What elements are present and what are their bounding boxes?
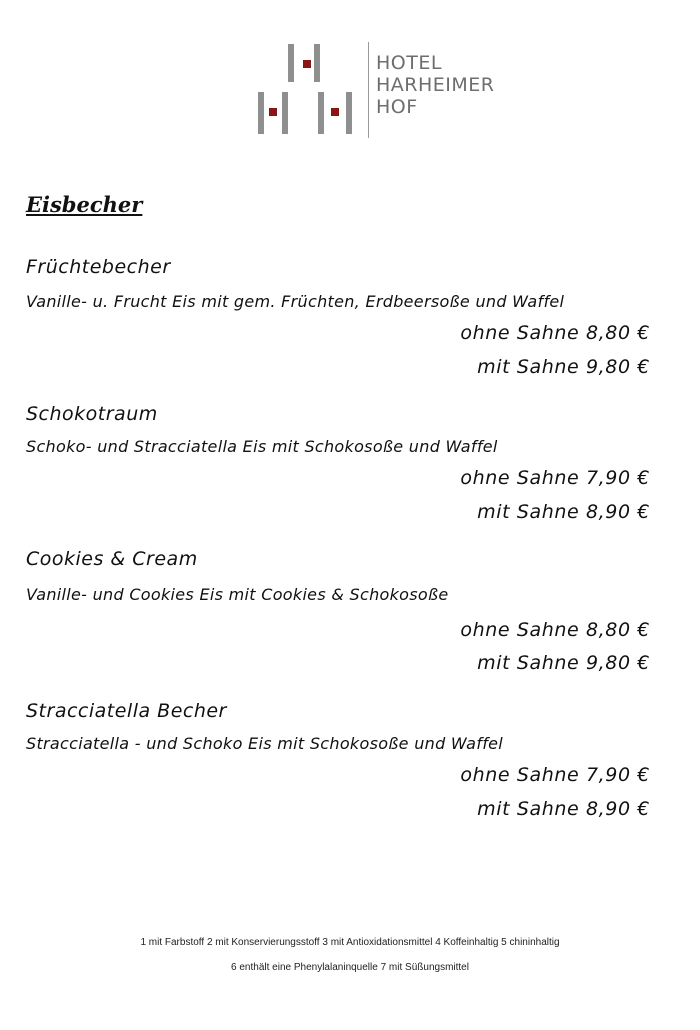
- price-with-cream: mit Sahne 8,90 €: [477, 798, 650, 820]
- logo-line-hof: HOF: [376, 96, 418, 118]
- logo-divider: [368, 42, 369, 138]
- price-without-cream: ohne Sahne 8,80 €: [460, 619, 650, 641]
- price-without-cream: ohne Sahne 8,80 €: [460, 322, 650, 344]
- logo-wordmark: [376, 52, 494, 118]
- menu-item-description: Vanille- und Cookies Eis mit Cookies & Schokosoße: [26, 585, 449, 604]
- price-with-cream: mit Sahne 9,80 €: [477, 356, 650, 378]
- menu-item-name: Schokotraum: [26, 403, 158, 425]
- section-title: Eisbecher: [26, 192, 143, 217]
- menu-item-description: Stracciatella - und Schoko Eis mit Schokosoße und Waffel: [26, 734, 504, 753]
- menu-item-name: Cookies & Cream: [26, 548, 198, 570]
- allergen-footnote-line-2: 6 enthält eine Phenylalaninquelle 7 mit Süßungsmittel: [231, 962, 469, 973]
- logo-mark-icon: [256, 40, 360, 136]
- menu-item-description: Vanille- u. Frucht Eis mit gem. Früchten, Erdbeersoße und Waffel: [26, 292, 565, 311]
- menu-item-name: Früchtebecher: [26, 256, 171, 278]
- hotel-logo: [256, 40, 546, 140]
- allergen-footnote-line-1: 1 mit Farbstoff 2 mit Konservierungsstoff 3 mit Antioxidationsmittel 4 Koffeinhaltig 5 chininhaltig: [140, 937, 560, 948]
- price-without-cream: ohne Sahne 7,90 €: [460, 764, 650, 786]
- menu-item-description: Schoko- und Stracciatella Eis mit Schokosoße und Waffel: [26, 437, 498, 456]
- price-with-cream: mit Sahne 9,80 €: [477, 652, 650, 674]
- logo-line-harheimer: HARHEIMER: [376, 74, 495, 96]
- logo-line-hotel: HOTEL: [376, 52, 442, 74]
- menu-item-name: Stracciatella Becher: [26, 700, 227, 722]
- price-without-cream: ohne Sahne 7,90 €: [460, 467, 650, 489]
- price-with-cream: mit Sahne 8,90 €: [477, 501, 650, 523]
